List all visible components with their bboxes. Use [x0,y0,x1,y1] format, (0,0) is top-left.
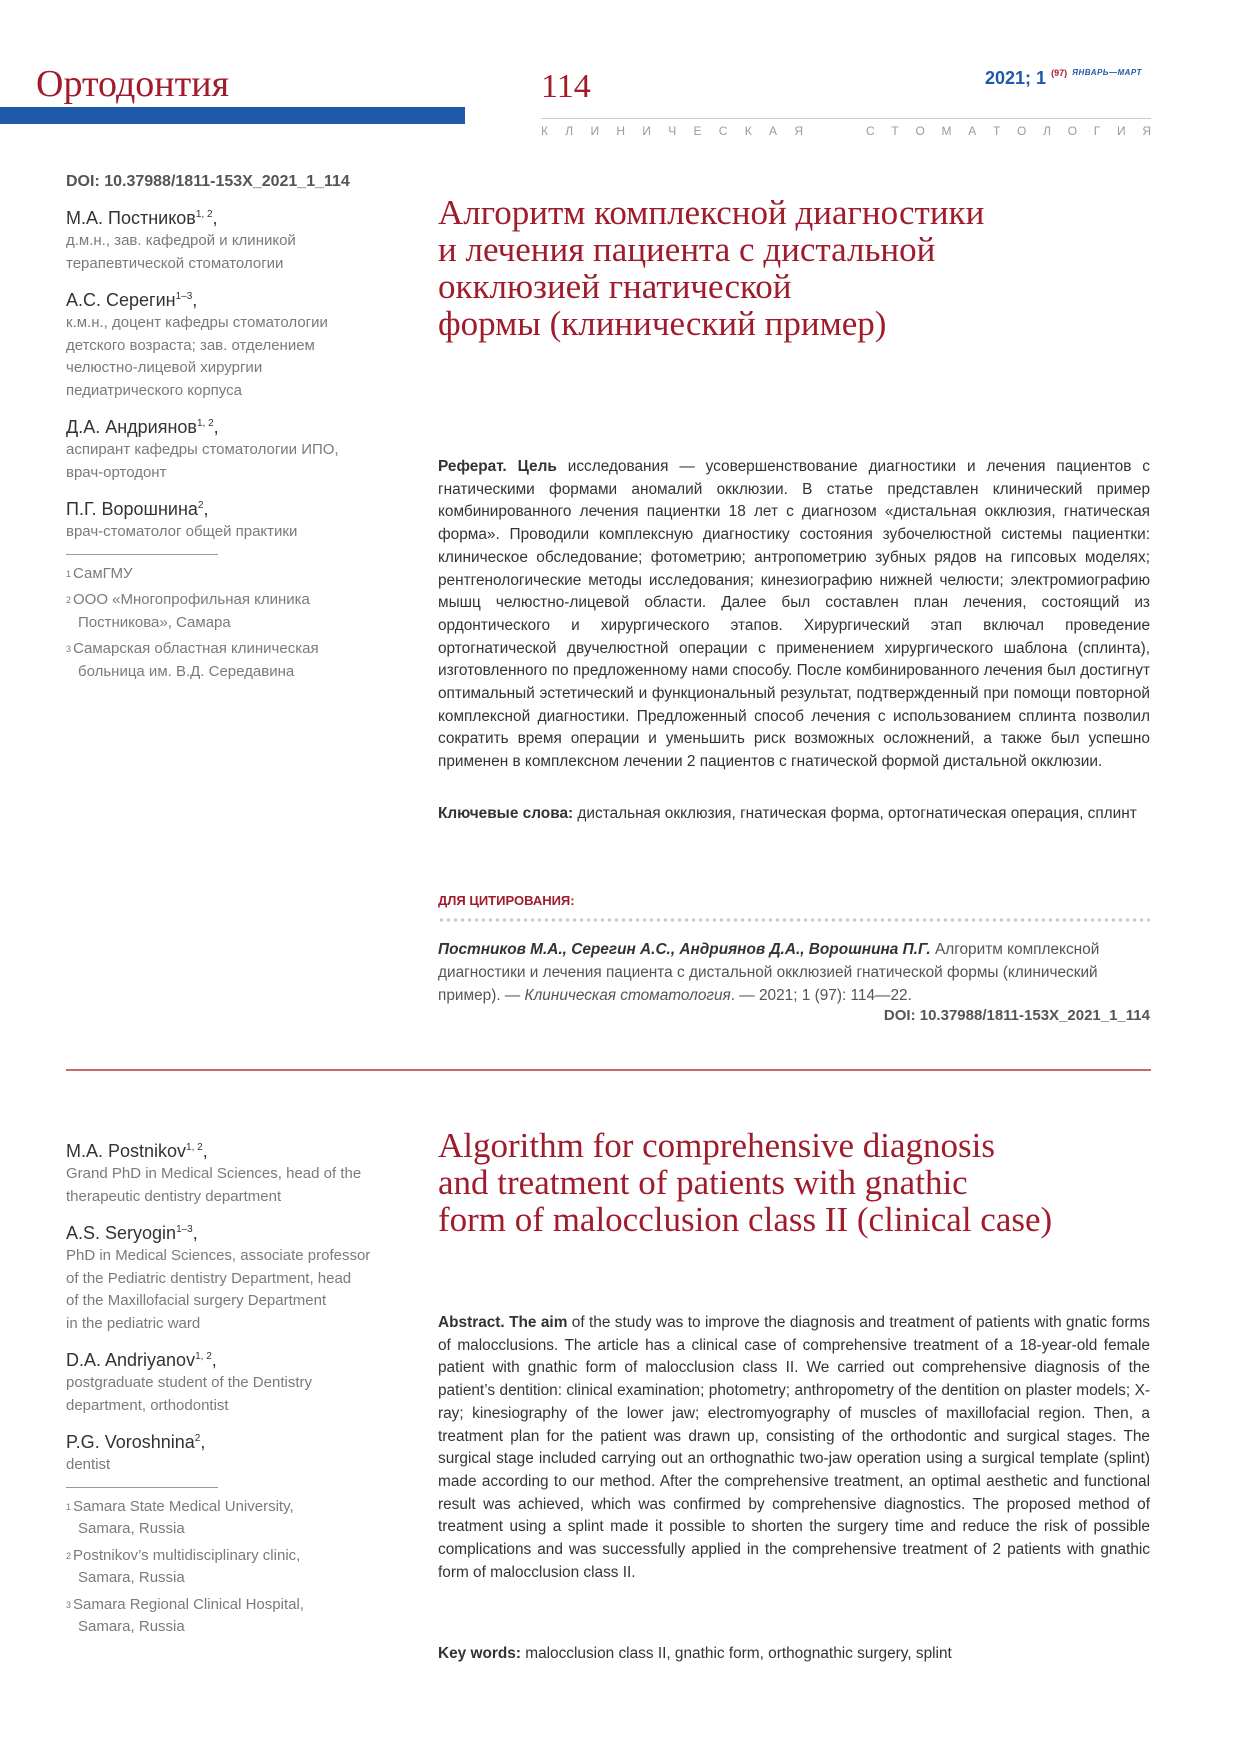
citation-text-1: Алгоритм комплексной диагностики и лечения пациента с дистальной окклюзией гнатической формы (клинический пример). — [438,941,1100,1004]
author-position-line: д.м.н., зав. кафедрой и клиникой [66,232,296,249]
author-position-line: dentist [66,1456,111,1473]
issue-info [985,68,1142,89]
article-title-en [438,1127,1158,1238]
author-position-line: PhD in Medical Sciences, associate professor [66,1247,371,1264]
affiliation-line: Самарская областная клиническая [73,640,319,657]
author-name-text: A.S. Seryogin [66,1223,177,1243]
abstract-text-en: of the study was to improve the diagnosis and treatment of patients with gnatic forms of malocclusions. The article has a clinical case of comprehensive treatment of a 18-year-old female patient with gnathic form of malocclusion class II. We carried out comprehensive diagnosis of the patient’s dentition: clinical examination; photometry; anthropometry of the dentition on plaster models; X-ray; kinesiography of the lower jaw; electromyography of muscles of maxillofacial region. Then, a treatment plan for the patient was drawn up, consisting of the orthodontic and surgical stages. The surgical stage included carrying out an orthognathic two-jaw operation using a surgical template (splint) made according to our method. After the comprehensive treatment, an optimal aesthetic and functional result was achieved, which was confirmed by comprehensive diagnostics. The proposed method of treatment using a splint made it possible to shorten the surgery time and reduce the risk of possible complications and was successfully applied in the comprehensive treatment of 2 patients with gnathic form of malocclusion class II. [438,1314,1150,1581]
author-name-text: М.А. Постников [66,208,196,228]
affiliation-item [66,589,406,634]
author-name-text: Д.А. Андриянов [66,417,197,437]
author-position-line: челюстно-лицевой хирургии [66,359,263,376]
title-line: формы (клинический пример) [438,304,887,343]
affiliations-rule [66,1487,218,1488]
author-position [66,439,406,484]
author-position-line: терапевтической стоматологии [66,254,284,272]
abstract-label-en: Abstract. The aim [438,1314,568,1331]
issue-number: (97) [1051,68,1068,78]
affiliation-line: Постникова», Самара [78,613,231,631]
affiliation-number: 2 [66,595,72,605]
author-name: P.G. Voroshnina$^2$, [66,1432,206,1452]
author-position-line: of the Pediatric dentistry Department, head [66,1269,352,1287]
dotted-rule [438,917,1150,923]
author-position-line: department, orthodontist [66,1396,229,1414]
author-position [66,230,406,275]
affiliations-rule [66,554,218,555]
affiliation-item [66,1496,406,1541]
affiliation-line: Samara Regional Clinical Hospital, [73,1595,304,1613]
affiliation-line: Samara, Russia [78,1569,185,1586]
author-position-line: к.м.н., доцент кафедры стоматологии [66,314,328,331]
affiliation-line: Postnikov’s multidisciplinary clinic, [73,1546,301,1564]
author-name: A.S. Seryogin$^{1-3}$, [66,1223,198,1243]
affiliation-line: Samara, Russia [78,1520,185,1537]
issue-year: 2021; 1 [985,68,1047,88]
author-name: D.A. Andriyanov$^{1, 2}$, [66,1350,217,1370]
keywords-text-en: malocclusion class II, gnathic form, orthognathic surgery, splint [520,1645,952,1662]
citation-doi: DOI: 10.37988/1811-153X_2021_1_114 [883,1007,1150,1024]
keywords-text-ru: дистальная окклюзия, гнатическая форма, ортогнатическая операция, сплинт [573,805,1137,822]
keywords-ru [438,802,1150,825]
author-name-text: П.Г. Ворошнина [66,499,198,519]
citation [438,938,1150,1007]
affiliation-number: 3 [66,644,72,654]
title-line: и лечения пациента с дистальной [438,230,936,269]
authors-ru [66,203,406,687]
issue-months: ЯНВАРЬ—МАРТ [1072,68,1142,77]
author-name: М.А. Постников$^{1, 2}$, [66,208,218,228]
author-position [66,1163,406,1208]
affiliation-item [66,1594,406,1639]
author-affiliation-marks: 1, 2 [196,418,214,429]
author-position-line: Grand PhD in Medical Sciences, head of the [66,1165,362,1182]
citation-text-2: . — 2021; 1 (97): 114—22. [730,987,912,1004]
section-divider [66,1069,1151,1071]
author-name-text: M.A. Postnikov [66,1141,187,1161]
journal-name [541,124,1151,138]
affiliation-number: 1 [66,568,72,579]
author-affiliation-marks: 2 [197,500,204,511]
header-rule [541,118,1151,119]
author-name: M.A. Postnikov$^{1, 2}$, [66,1141,208,1161]
affiliation-line: СамГМУ [73,564,133,582]
author-position-line: in the pediatric ward [66,1314,201,1332]
author-affiliation-marks: 2 [194,1433,201,1444]
author-position-line: педиатрического корпуса [66,381,242,399]
author-position-line: врач-стоматолог общей практики [66,523,298,540]
section-color-bar [0,107,465,124]
title-line: form of malocclusion class II (clinical case) [438,1200,1053,1239]
author-position [66,1245,406,1335]
citation-authors: Постников М.А., Серегин А.С., Андриянов Д.А., Ворошнина П.Г. [438,941,931,958]
author-name: П.Г. Ворошнина$^2$, [66,499,209,519]
affiliation-number: 3 [66,1599,72,1610]
affiliation-line: Samara, Russia [78,1618,185,1635]
keywords-en [438,1642,1150,1665]
affiliation-line: Samara State Medical University, [73,1497,294,1515]
author-name-text: А.С. Серегин [66,290,176,310]
citation-journal: Клиническая стоматология [524,987,731,1004]
title-line: Алгоритм комплексной диагностики [438,193,985,232]
author-affiliation-marks: 1, 2 [195,1351,212,1362]
article-title-ru [438,194,1158,342]
title-line: Algorithm for comprehensive diagnosis [438,1126,995,1165]
author-affiliation-marks: 1–3 [175,291,193,302]
doi: DOI: 10.37988/1811-153X_2021_1_114 [66,173,350,190]
affiliation-item [66,563,406,586]
author-name: А.С. Серегин$^{1-3}$, [66,290,198,310]
affiliation-number: 1 [66,1501,72,1512]
abstract-en [438,1312,1150,1584]
author-affiliation-marks: 1, 2 [186,1142,203,1153]
author-position-line: детского возраста; зав. отделением [66,336,315,354]
affiliation-number: 2 [66,1550,72,1561]
author-name: Д.А. Андриянов$^{1, 2}$, [66,417,219,437]
author-position-line: of the Maxillofacial surgery Department [66,1292,327,1309]
author-affiliation-marks: 1, 2 [195,209,213,220]
keywords-label-en: Key words: [438,1645,521,1662]
author-position [66,1372,406,1417]
journal-word-2: С Т О М А Т О Л О Г И Я [866,124,1151,138]
affiliation-line: ООО «Многопрофильная клиника [73,591,310,608]
author-name-text: P.G. Voroshnina [66,1432,195,1452]
author-position-line: врач-ортодонт [66,463,167,481]
author-position [66,312,406,402]
title-line: and treatment of patients with gnathic [438,1163,968,1202]
author-position-line: аспирант кафедры стоматологии ИПО, [66,441,339,458]
citation-heading: ДЛЯ ЦИТИРОВАНИЯ: [438,893,575,908]
authors-en [66,1136,406,1643]
abstract-text-ru: исследования — усовершенствование диагностики и лечения пациентов с гнатическими формами аномалий окклюзии. В статье представлен клинический пример комбинированного лечения пациентки 18 лет с диагнозом «дистальная окклюзия, гнатическая форма». Проводили комплексную диагностику состояния зубочелюстной системы пациентки: клиническое обследование; фотометрию; антропометрию зубных рядов на гипсовых моделях; рентгенологические методы исследования; кинезиографию нижней челюсти; электромиографию мышц челюстно-лицевой области. Далее был составлен план лечения, состоящий из ордонтического и хирургического этапов. Хирургический этап включал проведение ортогнатической двучелюстной операции с применением хирургического шаблона (сплинта), изготовленного по предложенному нами способу. После комбинированного лечения был достигнут оптимальный эстетический и функциональный результат, подтвержденный при помощи повторной комплексной диагностики. Предложенный способ лечения с использованием сплинта позволил сократить время операции и уменьшить риск возможных осложнений, а также был успешно применен в комплексном лечении 2 пациентов с гнатической формой дистальной окклюзии. [438,458,1150,771]
page-number: 114 [541,68,591,105]
author-position [66,1454,406,1477]
author-affiliation-marks: 1–3 [176,1224,193,1235]
abstract-label-ru: Реферат. Цель [438,458,557,475]
affiliation-item [66,638,406,683]
affiliation-line: больница им. В.Д. Середавина [78,662,295,680]
keywords-label-ru: Ключевые слова: [438,805,574,822]
journal-word-1: К Л И Н И Ч Е С К А Я [541,124,803,138]
author-position-line: postgraduate student of the Dentistry [66,1374,312,1391]
title-line: окклюзией гнатической [438,267,792,306]
abstract-ru [438,456,1150,774]
author-position-line: therapeutic dentistry department [66,1187,282,1205]
affiliation-item [66,1545,406,1590]
author-position [66,521,406,544]
section-title: Ортодонтия [36,63,230,105]
author-name-text: D.A. Andriyanov [66,1350,196,1370]
